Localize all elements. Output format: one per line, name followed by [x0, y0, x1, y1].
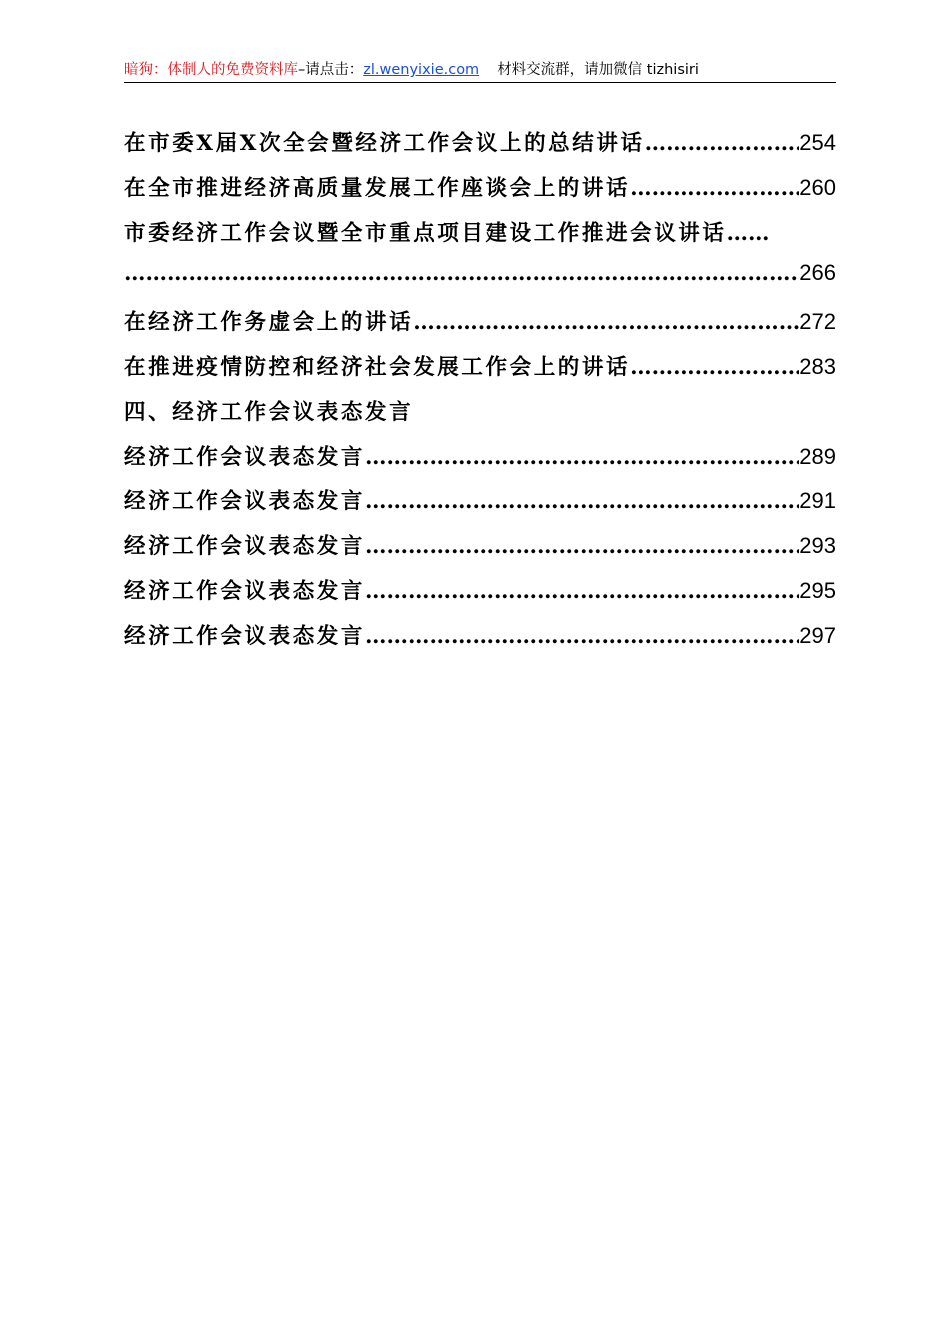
toc-entry-page: 293 — [799, 533, 836, 559]
toc-entry-title: 在全市推进经济高质量发展工作座谈会上的讲话 — [124, 175, 631, 201]
toc-entry-title: 经济工作会议表态发言 — [124, 534, 366, 560]
toc-leader-dots — [365, 579, 799, 604]
toc-entry[interactable] — [124, 484, 836, 529]
toc-section-title: 四、经济工作会议表态发言 — [124, 399, 414, 425]
toc-leader-dots — [365, 489, 799, 514]
toc-entry-continuation[interactable] — [124, 260, 836, 305]
toc-section-heading[interactable] — [124, 395, 836, 440]
toc-entry-page: 260 — [799, 174, 836, 200]
toc-entry-title: 经济工作会议表态发言 — [124, 489, 366, 515]
toc-entry[interactable] — [124, 619, 836, 664]
toc-entry[interactable] — [124, 350, 836, 395]
toc-entry[interactable] — [124, 305, 836, 350]
toc-entry[interactable] — [124, 171, 836, 216]
toc-leader-dots — [630, 176, 799, 201]
toc-leader-dots — [630, 355, 799, 380]
toc-entry-trail: …… — [726, 220, 770, 246]
toc-leader-dots — [645, 131, 800, 156]
toc-entry[interactable] — [124, 216, 836, 261]
page-header — [124, 58, 836, 82]
toc-leader-dots — [365, 624, 799, 649]
header-brand: 暗狗：体制人的免费资料库 — [124, 62, 298, 78]
toc-entry[interactable] — [124, 440, 836, 485]
header-prompt: –请点击： — [298, 62, 364, 78]
toc-entry[interactable] — [124, 529, 836, 574]
toc-entry-page: 272 — [799, 309, 836, 335]
toc-entry-page: 283 — [799, 353, 836, 379]
toc-entry-title: 在经济工作务虚会上的讲话 — [124, 310, 414, 336]
table-of-contents — [124, 126, 836, 664]
toc-leader-dots — [365, 534, 799, 559]
toc-entry-title: 在市委X届X次全会暨经济工作会议上的总结讲话 — [124, 131, 645, 156]
toc-leader-dots — [124, 261, 799, 286]
toc-entry-page: 289 — [799, 443, 836, 469]
toc-entry-page: 254 — [799, 130, 836, 155]
toc-entry-page: 295 — [799, 577, 836, 603]
toc-entry-title: 经济工作会议表态发言 — [124, 623, 366, 649]
header-contact: 材料交流群，请加微信 tizhisiri — [497, 62, 699, 78]
toc-entry-title: 市委经济工作会议暨全市重点项目建设工作推进会议讲话 — [124, 220, 727, 246]
toc-entry-title: 经济工作会议表态发言 — [124, 578, 366, 604]
toc-entry[interactable] — [124, 574, 836, 619]
toc-entry[interactable] — [124, 126, 836, 171]
toc-entry-page: 297 — [799, 622, 836, 648]
header-site-link[interactable]: zl.wenyixie.com — [363, 62, 480, 78]
toc-entry-page: 266 — [799, 260, 836, 286]
header-divider — [124, 82, 836, 83]
toc-leader-dots — [365, 445, 799, 470]
toc-entry-title: 在推进疫情防控和经济社会发展工作会上的讲话 — [124, 354, 631, 380]
toc-leader-dots — [413, 310, 799, 335]
toc-entry-title: 经济工作会议表态发言 — [124, 444, 366, 470]
toc-entry-page: 291 — [799, 488, 836, 514]
